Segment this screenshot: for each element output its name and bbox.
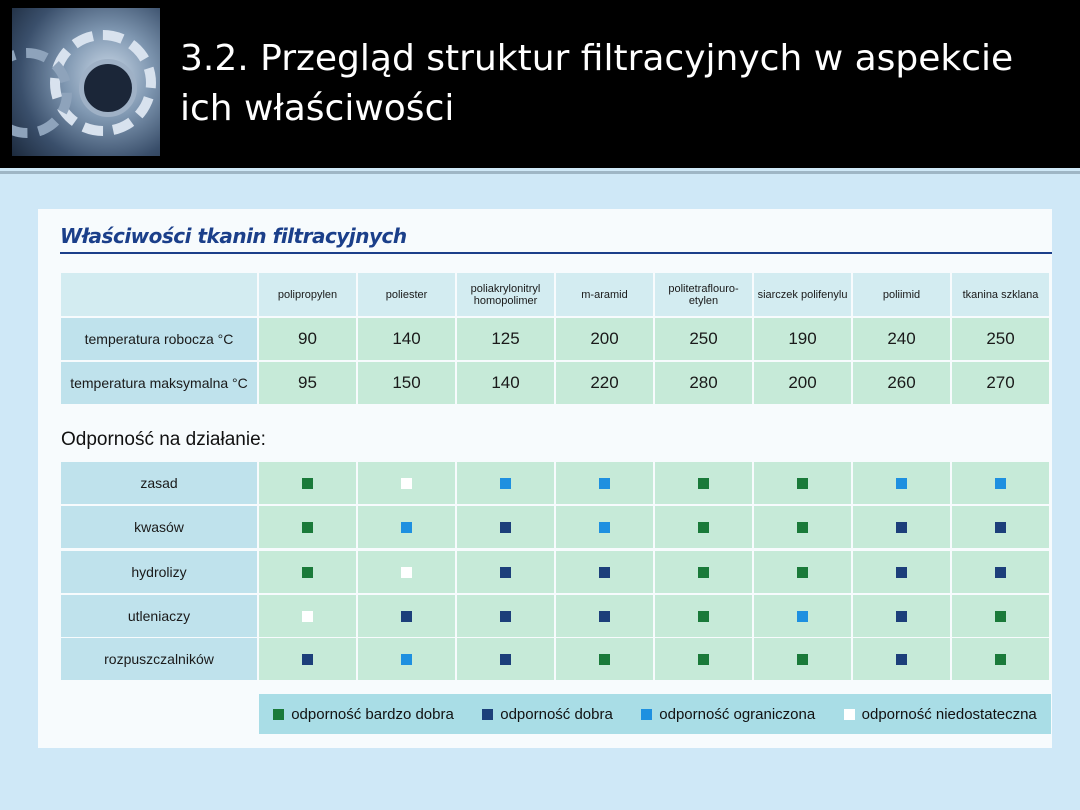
resistance-marker <box>896 478 907 489</box>
gears-icon <box>12 8 160 156</box>
resistance-marker <box>599 567 610 578</box>
table-heading: Właściwości tkanin filtracyjnych <box>60 224 407 248</box>
resistance-marker <box>302 611 313 622</box>
resistance-cell <box>457 506 554 548</box>
resistance-cell <box>358 506 455 548</box>
resistance-cell <box>655 551 752 593</box>
resistance-marker <box>797 611 808 622</box>
resistance-cell <box>754 462 851 504</box>
column-header: tkanina szklana <box>952 273 1049 316</box>
resistance-cell <box>259 462 356 504</box>
value-cell: 95 <box>259 362 356 404</box>
value-cell: 220 <box>556 362 653 404</box>
value-cell: 190 <box>754 318 851 360</box>
resistance-marker <box>896 654 907 665</box>
column-header: poliakrylonitryl homopolimer <box>457 273 554 316</box>
resistance-marker <box>500 522 511 533</box>
resistance-marker <box>995 567 1006 578</box>
column-header: poliester <box>358 273 455 316</box>
resistance-cell <box>655 638 752 680</box>
value-cell: 270 <box>952 362 1049 404</box>
resistance-cell <box>358 551 455 593</box>
value-cell: 260 <box>853 362 950 404</box>
resistance-cell <box>754 551 851 593</box>
value-cell: 250 <box>655 318 752 360</box>
column-header: politetraflouro-etylen <box>655 273 752 316</box>
resistance-title: Odporność na działanie: <box>61 429 266 450</box>
resistance-marker <box>401 478 412 489</box>
value-cell: 200 <box>754 362 851 404</box>
resistance-marker <box>698 611 709 622</box>
resistance-marker <box>797 522 808 533</box>
resistance-cell <box>457 462 554 504</box>
resistance-marker <box>995 654 1006 665</box>
resistance-marker <box>896 522 907 533</box>
column-header: m-aramid <box>556 273 653 316</box>
legend-swatch <box>482 709 493 720</box>
resistance-cell <box>358 595 455 637</box>
legend-item-ograniczona <box>641 706 815 723</box>
resistance-cell <box>457 551 554 593</box>
resistance-cell <box>259 551 356 593</box>
header-empty-cell <box>61 273 257 316</box>
header-divider <box>0 171 1080 174</box>
heading-rule <box>60 252 1052 254</box>
resistance-cell <box>358 638 455 680</box>
value-cell: 125 <box>457 318 554 360</box>
resistance-marker <box>599 611 610 622</box>
row-label: temperatura maksymalna °C <box>61 362 257 404</box>
legend-label: odporność bardzo dobra <box>291 705 454 723</box>
resistance-cell <box>754 638 851 680</box>
legend-label: odporność ograniczona <box>659 705 816 723</box>
resistance-row-label: zasad <box>61 462 257 504</box>
resistance-marker <box>401 611 412 622</box>
resistance-row-label: rozpuszczalników <box>61 638 257 680</box>
legend-swatch <box>641 709 652 720</box>
resistance-cell <box>952 462 1049 504</box>
resistance-marker <box>797 478 808 489</box>
legend-item-niedostateczna <box>844 706 1037 723</box>
legend <box>259 694 1051 734</box>
legend-label: odporność dobra <box>500 705 613 723</box>
resistance-marker <box>698 654 709 665</box>
value-cell: 280 <box>655 362 752 404</box>
resistance-cell <box>556 506 653 548</box>
column-header: polipropylen <box>259 273 356 316</box>
resistance-cell <box>853 595 950 637</box>
resistance-cell <box>556 595 653 637</box>
resistance-cell <box>556 551 653 593</box>
column-header: poliimid <box>853 273 950 316</box>
legend-item-bardzo-dobra <box>273 706 454 723</box>
resistance-cell <box>259 506 356 548</box>
resistance-cell <box>853 638 950 680</box>
resistance-cell <box>556 638 653 680</box>
slide-title: 3.2. Przegląd struktur filtracyjnych w aspekcie ich właściwości <box>180 38 1014 129</box>
resistance-marker <box>995 611 1006 622</box>
resistance-cell <box>358 462 455 504</box>
gear-hub-shape <box>79 59 137 117</box>
resistance-marker <box>302 654 313 665</box>
resistance-cell <box>259 638 356 680</box>
resistance-cell <box>952 551 1049 593</box>
resistance-cell <box>457 638 554 680</box>
resistance-marker <box>896 611 907 622</box>
resistance-marker <box>599 522 610 533</box>
column-header: siarczek polifenylu <box>754 273 851 316</box>
resistance-marker <box>401 654 412 665</box>
row-label: temperatura robocza °C <box>61 318 257 360</box>
resistance-cell <box>952 506 1049 548</box>
resistance-marker <box>995 478 1006 489</box>
legend-label: odporność niedostateczna <box>861 705 1037 723</box>
value-cell: 250 <box>952 318 1049 360</box>
resistance-cell <box>853 551 950 593</box>
legend-swatch <box>844 709 855 720</box>
resistance-marker <box>500 478 511 489</box>
resistance-marker <box>500 654 511 665</box>
resistance-cell <box>556 462 653 504</box>
resistance-row-label: kwasów <box>61 506 257 548</box>
value-cell: 140 <box>457 362 554 404</box>
value-cell: 240 <box>853 318 950 360</box>
resistance-cell <box>655 462 752 504</box>
resistance-marker <box>698 522 709 533</box>
resistance-marker <box>797 567 808 578</box>
resistance-cell <box>853 506 950 548</box>
resistance-marker <box>302 478 313 489</box>
resistance-cell <box>655 506 752 548</box>
legend-swatch <box>273 709 284 720</box>
resistance-cell <box>952 638 1049 680</box>
resistance-cell <box>259 595 356 637</box>
resistance-marker <box>500 611 511 622</box>
resistance-marker <box>302 522 313 533</box>
resistance-cell <box>952 595 1049 637</box>
resistance-marker <box>401 522 412 533</box>
value-cell: 150 <box>358 362 455 404</box>
resistance-row-label: utleniaczy <box>61 595 257 637</box>
resistance-marker <box>599 478 610 489</box>
resistance-marker <box>698 567 709 578</box>
resistance-marker <box>896 567 907 578</box>
resistance-marker <box>401 567 412 578</box>
resistance-marker <box>995 522 1006 533</box>
resistance-cell <box>754 595 851 637</box>
resistance-cell <box>655 595 752 637</box>
value-cell: 90 <box>259 318 356 360</box>
resistance-marker <box>302 567 313 578</box>
resistance-marker <box>797 654 808 665</box>
resistance-marker <box>599 654 610 665</box>
resistance-cell <box>853 462 950 504</box>
value-cell: 200 <box>556 318 653 360</box>
resistance-marker <box>698 478 709 489</box>
resistance-cell <box>754 506 851 548</box>
legend-item-dobra <box>482 706 613 723</box>
resistance-cell <box>457 595 554 637</box>
resistance-marker <box>500 567 511 578</box>
resistance-row-label: hydrolizy <box>61 551 257 593</box>
value-cell: 140 <box>358 318 455 360</box>
